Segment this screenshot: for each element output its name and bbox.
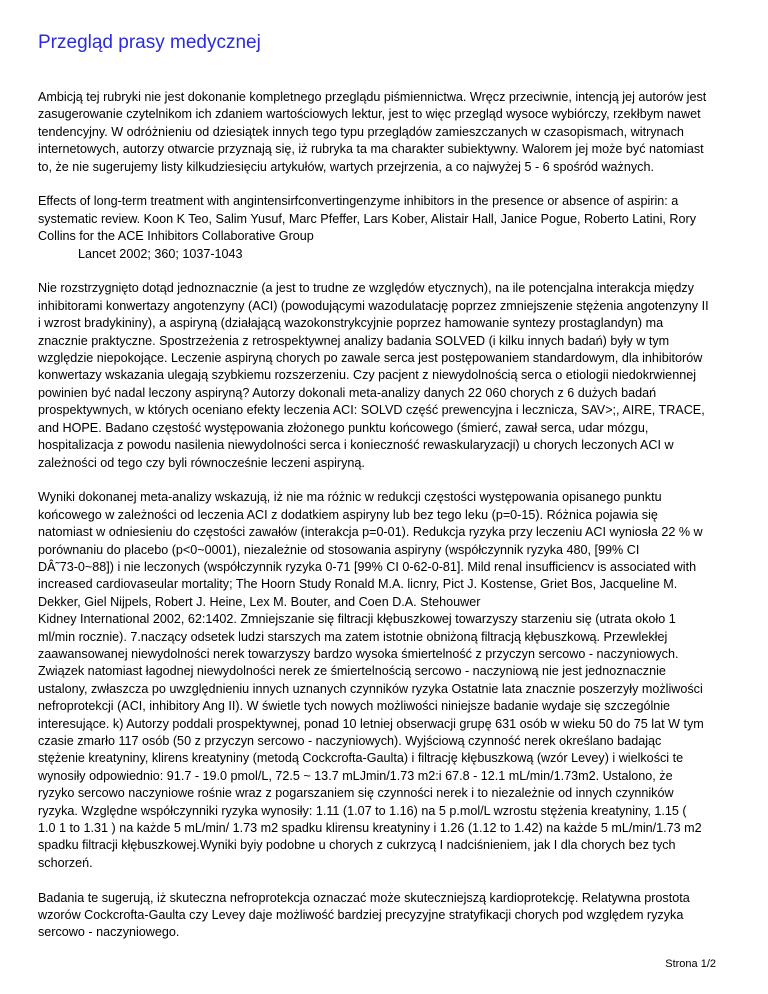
text-line: Kidney International 2002, 62:1402. Zmniejszanie się filtracji kłębuszkowej towarzyszy starzeniu się (utrata około 1 xyxy=(38,612,676,627)
text-line: znacznie praktyczne. Spostrzeżenia z retrospektywnej analizy badania SOLVED (i kilku innych badań) były w tym xyxy=(38,333,670,348)
text-line: stężenie kreatyniny, klirens kreatyniny (metodą Cockcrofta-Gaulta) i filtrację kłębuszkową (wzór Levey) i wielkości te xyxy=(38,751,684,766)
text-line: DÂ˜73-0~88]) i nie leczonych (współczynnik ryzyka 0-71 [99% CI 0-62-0-81]. Mild renal insufficiencv is associated with xyxy=(38,559,697,574)
text-line: internetowych, autorzy otwarcie przyznają się, iż rubryka ta ma charakter subiektywny. Walorem jej może być natomiast xyxy=(38,142,704,157)
text-line: 1.0 1 to 1.31 ) na każde 5 mL/min/ 1.73 m2 spadku klirensu kreatyniny i 1.26 (1.12 to 1.42) na każde 5 mL/min/1.73 m2 xyxy=(38,821,702,836)
text-line: and HOPE. Badano częstość występowania złożonego punktu końcowego (śmierć, zawał serca, udar mózgu, xyxy=(38,420,649,435)
text-line: Nie rozstrzygnięto dotąd jednoznacznie (a jest to trudne ze względów etycznych), na ile potencjalna interakcja między xyxy=(38,281,694,296)
text-line: Badania te sugerują, iż skuteczna nefroprotekcja oznaczać może skuteczniejszą kardioprotekcję. Relatywna prostota xyxy=(38,890,690,905)
text-line: powinien być nadal leczony aspiryną? Autorzy dokonali meta-analizy danych 22 060 chorych z 6 dużych badań xyxy=(38,385,657,400)
text-line: hospitalizacja z powodu nasilenia niewydolności serca i konieczność rewaskularyzacji) u chorych leczonych ACI w xyxy=(38,438,674,453)
text-line: natomiast w odniesieniu do częstości zawałów (interakcja p=0-01). Redukcja ryzyka przy leczeniu ACI wyniosła 22 % w xyxy=(38,525,703,540)
text-line: ryzyko sercowo naczyniowe rośnie wraz z pogarszaniem się czynności nerek i to niezależnie od innych czynników xyxy=(38,786,674,801)
text-line: Związek natomiast łagodnej niewydolności nerek ze śmiertelnością sercowo - naczyniową nie jest jednoznacznie xyxy=(38,664,666,679)
article-body xyxy=(38,89,728,959)
page-number: Strona 1/2 xyxy=(665,958,716,970)
text-line: Dekker, Giel Nijpels, Robert J. Heine, Lex M. Bouter, and Coen D.A. Stehouwer xyxy=(38,594,481,609)
page-title: Przegląd prasy medycznej xyxy=(38,32,261,53)
text-line: wzorów Cockcrofta-Gaulta czy Levey daje możliwość bardziej precyzyjne stratyfikacji chorych pod względem ryzyka xyxy=(38,908,684,923)
text-line: Ambicją tej rubryki nie jest dokonanie kompletnego przeglądu piśmiennictwa. Wręcz przeciwnie, intencją jej autorów jest xyxy=(38,90,707,104)
text-line: increased cardiovaseular mortality; The Hoorn Study Ronald M.A. licnry, Pict J. Kostense, Griet Bos, Jacqueline M. xyxy=(38,577,678,592)
intro-paragraph xyxy=(38,89,728,176)
text-line: sercowo - naczyniowego. xyxy=(38,925,180,940)
text-line: końcowego w zależności od leczenia ACI z dodatkiem aspiryny lub bez tego leku (p=0-15). Różnica pojawia się xyxy=(38,507,658,522)
text-line: systematic review. Koon K Teo, Salim Yusuf, Marc Pfeffer, Lars Kober, Alistair Hall, Janice Pogue, Roberto Latini, Rory xyxy=(38,211,696,226)
text-line: ustalony, zwłaszcza po uwzględnieniu innych uznanych czynników ryzyka Ostatnie lata znacznie poszerzyły możliwości xyxy=(38,681,703,696)
text-line: interesujące. k) Autorzy poddali prospektywnej, ponad 10 letniej obserwacji grupę 631 osób w wieku 50 do 75 lat W tym xyxy=(38,716,704,731)
text-line: Effects of long-term treatment with angintensirfconvertingenzyme inhibitors in the presence or absence of aspirin: a xyxy=(38,194,679,209)
citation-paragraph xyxy=(38,193,728,263)
text-line: nefroprotekcji (ACI, inhibitory Ang II). W świetle tych nowych możliwości niniejsze badanie wydaje się szczególnie xyxy=(38,699,671,714)
text-line: schorzeń. xyxy=(38,855,93,870)
text-line: czasie zmarło 117 osób (50 z przyczyn sercowo - naczyniowych). Wyjściową czynność nerek określano badając xyxy=(38,733,662,748)
text-line: i wzrost bradykininy), a aspiryną (działającą wazokonstrykcyjnie poprzez hamowanie syntezy prostaglandyn) ma xyxy=(38,316,664,331)
text-line: ml/min rocznie). 7.naczący odsetek ludzi starszych ma zatem istotnie obniżoną filtracją kłębuszkową. Przewlekłej xyxy=(38,629,668,644)
text-line: spadku filtracji kłębuszkowej.Wyniki byiy podobne u chorych z cukrzycą I nadciśnieniem, jak I dla chorych bez tych xyxy=(38,838,676,853)
text-line: zależności od tego czy byli równocześnie leczeni aspiryną. xyxy=(38,455,365,470)
text-line: ryzyka. Względne współczynniki ryzyka wynosiły: 1.11 (1.07 to 1.16) na 5 p.mol/L wzrostu stężenia kreatyniny, 1.15 ( xyxy=(38,803,687,818)
text-line: zaawansowanej niewydolności nerek towarzyszy bardzo wysoka śmiertelność z przyczyn sercowo - naczyniowych. xyxy=(38,646,679,661)
results-paragraph xyxy=(38,489,728,872)
text-line: Collins for the ACE Inhibitors Collaborative Group xyxy=(38,229,314,244)
journal-reference: Lancet 2002; 360; 1037-1043 xyxy=(78,246,243,261)
text-line: konwertazy wskazania ulegają szybkiemu rozszerzeniu. Czy pacjent z niewydolnością serca o etiologii niedokrwiennej xyxy=(38,368,696,383)
text-line: to, że nie sugerujemy listy kilkudziesięciu artykułów, wartych przejrzenia, a co najwyżej 5 - 6 spośród ważnych. xyxy=(38,159,654,174)
conclusion-paragraph xyxy=(38,890,728,942)
text-line: wynosiły odpowiednio: 91.7 - 19.0 pmol/L, 72.5 ~ 13.7 mLJmin/1.73 m2:i 67.8 - 12.1 mL/min/1.73m2. Ustalono, że xyxy=(38,768,673,783)
text-line: względzie niepokojące. Leczenie aspiryną chorych po zawale serca jest postępowaniem standardowym, dla inhibitorów xyxy=(38,351,703,366)
text-line: tendencyjny. W odróżnieniu od dziesiątek innych tego typu przeglądów zamieszczanych w czasopismach, witrynach xyxy=(38,124,684,139)
text-line: Wyniki dokonanej meta-analizy wskazują, iż nie ma różnic w redukcji częstości występowania opisanego punktu xyxy=(38,490,662,505)
discussion-paragraph xyxy=(38,280,728,471)
text-line: zasugerowanie czytelnikom ich zdaniem wartościowych lektur, jest to więc przegląd wysoce wybiórczy, rzekłbym nawet xyxy=(38,107,701,122)
text-line: inhibitorami konwertazy angotenzyny (ACI) (powodującymi wazodulatację poprzez zmniejszenie stężenia angotenzyny II xyxy=(38,298,709,313)
text-line: prospektywnych, w których oceniano efekty leczenia ACI: SOLVD część prewencyjna i lecznicza, SAV>;, AIRE, TRACE, xyxy=(38,403,705,418)
text-line: porównaniu do placebo (p<0~0001), niezależnie od stosowania aspiryny (współczynnik ryzyka 480, [99% CI xyxy=(38,542,640,557)
